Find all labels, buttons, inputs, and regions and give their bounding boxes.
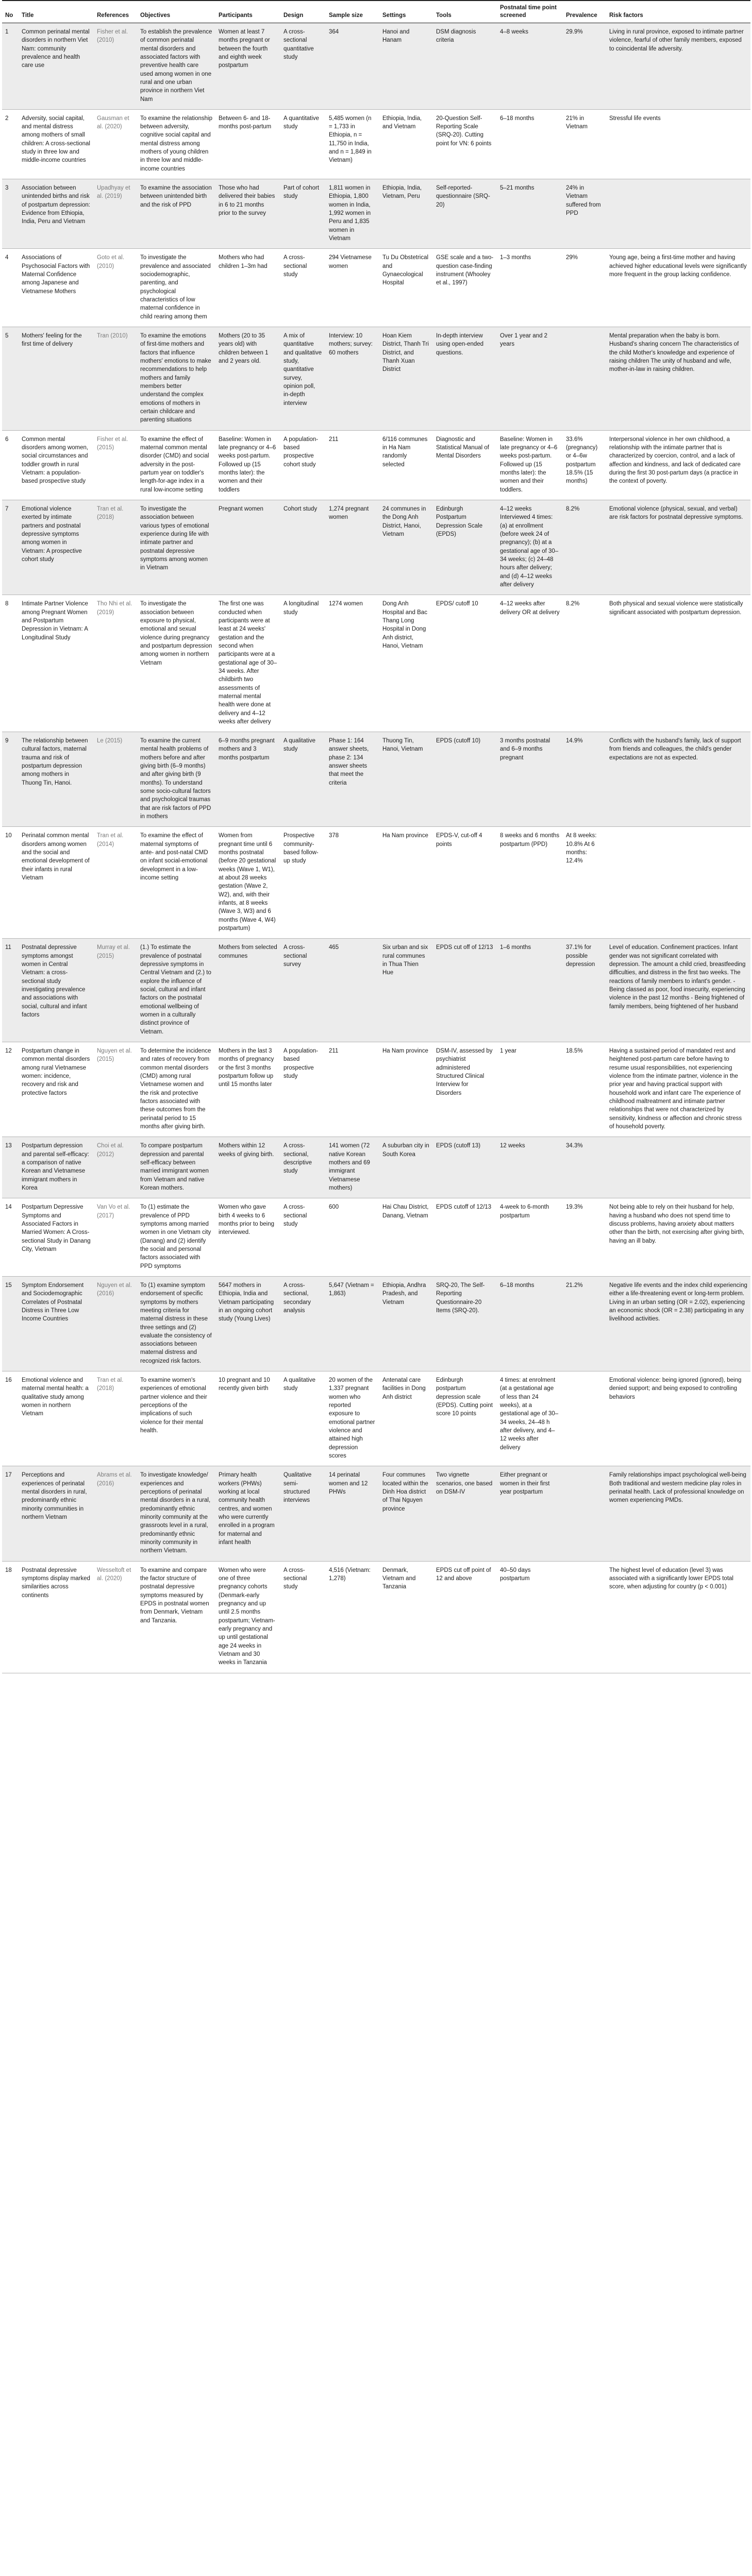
cell-references[interactable]: Tho Nhi et al. (2019) xyxy=(97,601,132,616)
cell-time-point: Baseline: Women in late pregnancy or 4–6 weeks post-partum. Followed up (15 months later): the women and their toddlers. xyxy=(500,436,558,493)
cell-tools: Edinburgh Postpartum Depression Scale (EPDS) xyxy=(436,505,483,537)
cell-objectives: To investigate the prevalence and associated sociodemographic, parenting, and psychological characteristics of low maternal confidence in child rearing among them xyxy=(140,255,211,320)
cell-prevalence xyxy=(563,1371,606,1466)
cell-references[interactable]: Tran (2010) xyxy=(97,333,128,340)
header-settings: Settings xyxy=(382,12,406,19)
cell-sample-size: 4,516 (Vietnam: 1,278) xyxy=(329,1567,371,1582)
cell-time-point: 4 times: at enrolment (at a gestational age of less than 24 weeks), at a gestational age of 30–34 weeks, 24–48 h after delivery, and 4–12 weeks after delivery xyxy=(500,1377,559,1451)
cell-objectives: To investigate the association between exposure to physical, emotional and sexual violence during pregnancy and postpartum depression among women in northern Vietnam xyxy=(140,601,212,666)
table-row xyxy=(2,1276,750,1371)
cell-prevalence: 8.2% xyxy=(566,505,580,512)
cell-objectives: To examine and compare the factor structure of postnatal depressive symptoms measured by EPDS in postnatal women from Denmark, Vietnam and Tanzania. xyxy=(140,1567,209,1624)
cell-objectives: To examine the effect of maternal common mental disorder (CMD) and social adversity in the post-partum year on toddler's length-for-age index in a rural low-income setting xyxy=(140,436,209,493)
cell-design: A cross-sectional survey xyxy=(283,944,307,968)
cell-design: A cross-sectional study xyxy=(283,1204,307,1227)
cell-objectives: To establish the prevalence of common perinatal mental disorders and associated factors with preventive health care used among women in one rural and one urban province in northern Viet Nam xyxy=(140,28,212,103)
cell-references[interactable]: Goto et al. (2010) xyxy=(97,255,125,269)
cell-title: Emotional violence and maternal mental health: a qualitative study among women in northern Vietnam xyxy=(22,1377,89,1417)
cell-title: Perceptions and experiences of perinatal mental disorders in rural, predominantly ethnic minority communities in northern Vietnam xyxy=(22,1472,87,1521)
cell-settings: Hai Chau District, Danang, Vietnam xyxy=(382,1204,429,1219)
cell-objectives: To determine the incidence and rates of recovery from common mental disorders (CMD) among rural Vietnamese women and the risk and protective factors associated with these outcomes from the perinatal period to 15 months after giving birth. xyxy=(140,1047,211,1130)
cell-settings: Four communes located within the Dinh Hoa district of Thai Nguyen province xyxy=(382,1472,428,1512)
table-row xyxy=(2,249,750,327)
cell-design: Qualitative semi-structured interviews xyxy=(283,1472,312,1504)
cell-settings: Ethiopia, India, and Vietnam xyxy=(382,115,422,130)
cell-no: 7 xyxy=(5,505,9,512)
cell-tools: Diagnostic and Statistical Manual of Mental Disorders xyxy=(436,436,489,460)
cell-references[interactable]: Murray et al. (2015) xyxy=(97,944,130,959)
header-row xyxy=(2,1,750,23)
cell-risk-factors xyxy=(606,827,750,939)
cell-risk-factors: Family relationships impact psychological well-being Both traditional and western medicine play roles in perinatal health. Lack of professional knowledge on women experiencing PMDs. xyxy=(609,1472,746,1504)
cell-no: 17 xyxy=(5,1472,12,1479)
cell-references[interactable]: Fisher et al. (2010) xyxy=(97,28,128,44)
cell-sample-size: 14 perinatal women and 12 PHWs xyxy=(329,1472,368,1496)
cell-sample-size: 5,485 women (n = 1,733 in Ethiopia, n = 11,750 in India, and n = 1,849 in Vietnam) xyxy=(329,115,372,164)
cell-risk-factors: Interpersonal violence in her own childhood, a relationship with the intimate partner that is characterized by coercion, control, and a lack of affection and kindness, and lack of dedicated care during the first 30 post-partum days (a practice in the context of poverty. xyxy=(609,436,741,485)
cell-tools: 20-Question Self-Reporting Scale (SRQ-20). Cutting point for VN: 6 points xyxy=(436,115,492,147)
cell-time-point: 4–8 weeks xyxy=(500,28,528,35)
cell-references[interactable]: Choi et al. (2012) xyxy=(97,1143,124,1158)
table-row xyxy=(2,1371,750,1466)
cell-risk-factors: Having a sustained period of mandated rest and heightened post-partum care before having to resume usual responsibilities, not experiencing violence from the intimate partner, violence in the prior year and having practical support with household work and infant care The experience of childhood maltreatment and intimate partner relationships that were not characterized by sensitivity, kindness or affection and chronic stress of household poverty. xyxy=(609,1047,742,1130)
cell-settings: Six urban and six rural communes in Thua Thien Hue xyxy=(382,944,428,976)
cell-risk-factors: Negative life events and the index child experiencing either a life-threatening event or long-term problem. Living in an urban setting (OR = 2.02), experiencing an economic shock (OR = 2.38) participating in any livelihood activities. xyxy=(609,1282,747,1323)
cell-sample-size: Phase 1: 164 answer sheets, phase 2: 134 answer sheets that meet the criteria xyxy=(329,738,369,786)
cell-settings: Thuong Tin, Hanoi, Vietnam xyxy=(382,738,423,753)
cell-title: Postnatal depressive symptoms amongst women in Central Vietnam: a cross-sectional study investigating prevalence and associations with social, cultural and infant factors xyxy=(22,944,87,1018)
cell-prevalence: 14.9% xyxy=(566,738,583,744)
cell-references[interactable]: Upadhyay et al. (2019) xyxy=(97,185,130,200)
table-row xyxy=(2,595,750,732)
cell-prevalence xyxy=(563,327,606,431)
cell-objectives: To examine the effect of maternal symptoms of ante- and post-natal CMD on infant social-emotional development in a low-income setting xyxy=(140,833,208,882)
cell-objectives: To compare postpartum depression and parental self-efficacy between married immigrant women from Vietnam and native Korean mothers. xyxy=(140,1143,209,1191)
cell-time-point: 12 weeks xyxy=(500,1143,525,1149)
cell-title: Postpartum change in common mental disorders among rural Vietnamese women: incidence, recovery and risk and protective factors xyxy=(22,1047,90,1096)
cell-title: Common mental disorders among women, social circumstances and toddler growth in rural Vietnam: a population-based prospective study xyxy=(22,436,89,485)
cell-references[interactable]: Wesseltoft et al. (2020) xyxy=(97,1567,131,1582)
cell-sample-size: 1,274 pregnant women xyxy=(329,505,369,521)
cell-no: 3 xyxy=(5,185,9,192)
cell-participants: 6–9 months pregnant mothers and 3 months postpartum xyxy=(219,738,275,761)
cell-settings: Denmark, Vietnam and Tanzania xyxy=(382,1567,416,1590)
cell-objectives: To examine the relationship between adversity, cognitive social capital and mental distress among mothers of young children in three low and middle-income countries xyxy=(140,115,212,172)
cell-title: Intimate Partner Violence among Pregnant Women and Postpartum Depression in Vietnam: A Longitudinal Study xyxy=(22,601,88,641)
cell-sample-size: 20 women of the 1,337 pregnant women who reported exposure to emotional partner violence and attained high depression scores xyxy=(329,1377,375,1460)
cell-participants: Women who were one of three pregnancy cohorts (Denmark-early pregnancy and up until 2.5 months postpartum; Vietnam-early pregnancy and up until gestational age 24 weeks in Vietnam and 30 weeks in Tanzania xyxy=(219,1567,275,1666)
cell-no: 16 xyxy=(5,1377,12,1384)
cell-references[interactable]: Tran et al. (2014) xyxy=(97,833,124,848)
cell-participants: Mothers in the last 3 months of pregnancy or the first 3 months postpartum follow up until 15 months later xyxy=(219,1047,274,1088)
table-row xyxy=(2,732,750,827)
cell-time-point: 3 months postnatal and 6–9 months pregnant xyxy=(500,738,550,761)
cell-participants: Mothers from selected communes xyxy=(219,944,277,959)
literature-review-table xyxy=(2,0,750,1673)
cell-participants: Between 6- and 18-months post-partum xyxy=(219,115,272,130)
cell-time-point: 4-week to 6-month postpartum xyxy=(500,1204,549,1219)
cell-references[interactable]: Gausman et al. (2020) xyxy=(97,115,129,130)
cell-risk-factors: Emotional violence: being ignored (ignored), being denied support; and being exposed to controlling behaviors xyxy=(609,1377,742,1400)
cell-no: 15 xyxy=(5,1282,12,1289)
cell-participants: Baseline: Women in late pregnancy or 4–6 weeks post-partum. Followed up (15 months later): the women and their toddlers xyxy=(219,436,276,493)
cell-time-point: 5–21 months xyxy=(500,185,534,192)
cell-settings: Ethiopia, India, Vietnam, Peru xyxy=(382,185,422,200)
cell-design: Cohort study xyxy=(283,505,317,512)
cell-objectives: To examine the association between unintended birth and the risk of PPD xyxy=(140,185,212,208)
cell-no: 6 xyxy=(5,436,9,443)
cell-risk-factors: Young age, being a first-time mother and having achieved higher educational levels were significantly more frequent in the group lacking confidence. xyxy=(609,255,747,278)
cell-settings: Hoan Kiem District, Thanh Tri District, and Thanh Xuan District xyxy=(382,333,429,373)
cell-prevalence xyxy=(563,1466,606,1561)
cell-tools: GSE scale and a two-question case-finding instrument (Whooley et al., 1997) xyxy=(436,255,494,286)
header-sample-size: Sample size xyxy=(329,12,363,19)
cell-references[interactable]: Tran et al. (2018) xyxy=(97,1377,124,1392)
cell-prevalence: 33.6% (pregnancy) or 4–6w postpartum 18.5% (15 months) xyxy=(566,436,598,485)
cell-participants: Women at least 7 months pregnant or between the fourth and eighth week postpartum xyxy=(219,28,270,69)
table-row xyxy=(2,1137,750,1198)
cell-time-point: 4–12 weeks after delivery OR at delivery xyxy=(500,601,560,616)
cell-no: 13 xyxy=(5,1143,12,1149)
cell-no: 2 xyxy=(5,115,9,122)
cell-sample-size: 211 xyxy=(329,1047,339,1054)
cell-objectives: To examine women's experiences of emotional partner violence and their perceptions of the implications of such violence for their mental health. xyxy=(140,1377,207,1434)
cell-title: Postnatal depressive symptoms display marked similarities across continents xyxy=(22,1567,90,1599)
cell-time-point: 1 year xyxy=(500,1047,516,1054)
cell-risk-factors xyxy=(606,179,750,249)
table-row xyxy=(2,109,750,179)
cell-settings: A suburban city in South Korea xyxy=(382,1143,429,1158)
cell-time-point: 40–50 days postpartum xyxy=(500,1567,531,1582)
cell-objectives: To examine the emotions of first-time mothers and factors that influence mothers' emotions to make recommendations to help mothers and family members better understand the complex emotions of mothers in certain childcare and parenting situations xyxy=(140,333,211,423)
cell-objectives: (1.) To estimate the prevalence of postnatal depressive symptoms in Central Vietnam and (2.) to explore the influence of social, cultural and infant factors on the postnatal emotional wellbeing of women in a culturally distinct province of Vietnam. xyxy=(140,944,211,1035)
cell-prevalence: 21% in Vietnam xyxy=(566,115,588,130)
cell-participants: 10 pregnant and 10 recently given birth xyxy=(219,1377,270,1392)
cell-title: Common perinatal mental disorders in northern Viet Nam: community prevalence and health care use xyxy=(22,28,90,69)
cell-design: A longitudinal study xyxy=(283,601,319,616)
table-row xyxy=(2,23,750,109)
cell-tools: EPDS-V, cut-off 4 points xyxy=(436,833,482,848)
cell-settings: Dong Anh Hospital and Bac Thang Long Hospital in Dong Anh district, Hanoi, Vietnam xyxy=(382,601,427,649)
cell-risk-factors: Conflicts with the husband's family, lack of support from friends and colleagues, the child's gender expectations are not as expected. xyxy=(609,738,741,761)
cell-sample-size: 5,647 (Vietnam = 1,863) xyxy=(329,1282,374,1297)
cell-objectives: To investigate the association between various types of emotional experience during life with intimate partner and postnatal depressive symptoms among women in Vietnam xyxy=(140,505,209,571)
table-row xyxy=(2,1042,750,1137)
table-body xyxy=(2,23,750,1673)
cell-design: A cross-sectional quantitative study xyxy=(283,28,314,60)
cell-risk-factors: Level of education. Confinement practices. Infant gender was not significant correlated with depression. The amount a child cried, breastfeeding difficulties, and distress in the first two weeks. The reactions of family members to infant's gender. - Being classed as poor, food insecurity, experiencing violence in the past 12 months - Being frightened of family members, being frightened of her husband xyxy=(609,944,746,1010)
cell-prevalence: 21.2% xyxy=(566,1282,583,1289)
cell-title: Symptom Endorsement and Sociodemographic Correlates of Postnatal Distress in Three Low Income Countries xyxy=(22,1282,84,1323)
header-time-point: Postnatal time point screened xyxy=(500,5,557,19)
cell-no: 1 xyxy=(5,28,9,35)
table-row xyxy=(2,827,750,939)
table-header xyxy=(2,1,750,23)
table-row xyxy=(2,179,750,249)
cell-sample-size: 294 Vietnamese women xyxy=(329,255,372,269)
cell-settings: Antenatal care facilities in Dong Anh district xyxy=(382,1377,426,1400)
cell-settings: Ha Nam province xyxy=(382,1047,428,1054)
cell-settings: Hanoi and Hanam xyxy=(382,28,410,44)
header-no: No xyxy=(5,12,13,19)
cell-design: A cross-sectional, descriptive study xyxy=(283,1143,312,1175)
cell-sample-size: 1274 women xyxy=(329,601,363,607)
cell-sample-size: 364 xyxy=(329,28,339,35)
cell-tools: DSM-IV, assessed by psychiatrist administered Structured Clinical Interview for Disorders xyxy=(436,1047,493,1096)
cell-sample-size: 378 xyxy=(329,833,339,839)
header-tools: Tools xyxy=(436,12,452,19)
cell-references[interactable]: Tran et al. (2018) xyxy=(97,505,124,521)
cell-participants: Mothers (20 to 35 years old) with children between 1 and 2 years old. xyxy=(219,333,269,365)
cell-no: 4 xyxy=(5,255,9,261)
cell-tools: Self-reported-questionnaire (SRQ-20) xyxy=(436,185,490,208)
cell-time-point: 6–18 months xyxy=(500,115,534,122)
cell-tools: EPDS cutoff of 12/13 xyxy=(436,1204,492,1211)
cell-objectives: To investigate knowledge/ experiences and perceptions of perinatal mental disorders in a rural, predominantly ethnic minority community at the grassroots level in a rural, predominantly ethnic minority community in northern Vietnam. xyxy=(140,1472,211,1554)
cell-prevalence: 18.5% xyxy=(566,1047,583,1054)
cell-design: A qualitative study xyxy=(283,1377,316,1392)
cell-prevalence: 37.1% for possible depression xyxy=(566,944,595,968)
cell-title: Perinatal common mental disorders among women and the social and emotional development of their infants in rural Vietnam xyxy=(22,833,90,882)
header-risk-factors: Risk factors xyxy=(609,12,643,19)
table-row xyxy=(2,430,750,500)
cell-prevalence: 29% xyxy=(566,255,578,261)
cell-references[interactable]: Le (2015) xyxy=(97,738,123,744)
cell-settings: 6/116 communes in Ha Nam randomly selected xyxy=(382,436,428,468)
cell-tools: SRQ-20, The Self-Reporting Questionnaire-20 Items (SRQ-20). xyxy=(436,1282,485,1314)
cell-objectives: To examine the current mental health problems of mothers before and after giving birth (6–9 months) and after giving birth (9 months). To understand some socio-cultural factors and psychological traumas that are risk factors of PPD in mothers xyxy=(140,738,211,820)
cell-participants: The first one was conducted when participants were at least at 24 weeks' gestation and the second when participants were at a gestational age of 30–34 weeks. After childbirth two assessments of maternal mental health were done at delivery and 4–12 weeks after delivery xyxy=(219,601,277,725)
cell-tools: In-depth interview using open-ended questions. xyxy=(436,333,484,356)
cell-settings: Ha Nam province xyxy=(382,833,428,839)
cell-sample-size: 1,811 women in Ethiopia, 1,800 women in India, 1,992 women in Peru and 1,835 women in Vietnam xyxy=(329,185,371,242)
cell-risk-factors xyxy=(606,1137,750,1198)
cell-title: Postpartum depression and parental self-efficacy: a comparison of native Korean and Vietnamese immigrant mothers in Korea xyxy=(22,1143,89,1191)
cell-title: Association between unintended births and risk of postpartum depression: Evidence from Ethiopia, India, Peru and Vietnam xyxy=(22,185,90,225)
cell-design: A population-based prospective cohort study xyxy=(283,436,319,468)
cell-references[interactable]: Nguyen et al. (2015) xyxy=(97,1047,132,1063)
cell-design: A cross-sectional, secondary analysis xyxy=(283,1282,311,1314)
cell-risk-factors: Both physical and sexual violence were statistically significant associated with postpartum depression. xyxy=(609,601,743,616)
cell-tools: EPDS cut off of 12/13 xyxy=(436,944,493,951)
cell-time-point: 6–18 months xyxy=(500,1282,534,1289)
cell-settings: Ethiopia, Andhra Pradesh, and Vietnam xyxy=(382,1282,426,1306)
cell-no: 10 xyxy=(5,833,12,839)
table-row xyxy=(2,500,750,595)
cell-participants: 5647 mothers in Ethiopia, India and Vietnam participating in an ongoing cohort study (Young Lives) xyxy=(219,1282,274,1323)
header-references: References xyxy=(97,12,129,19)
cell-time-point: 4–12 weeks Interviewed 4 times: (a) at enrollment (before week 24 of pregnancy); (b) at a gestational age of 30–34 weeks; (c) 24–48 hours after delivery; and (d) 4–12 weeks after delivery xyxy=(500,505,559,588)
cell-settings: Tu Du Obstetrical and Gynaecological Hospital xyxy=(382,255,429,286)
cell-tools: DSM diagnosis criteria xyxy=(436,28,476,44)
cell-tools: EPDS (cutoff 10) xyxy=(436,738,481,744)
cell-sample-size: Interview: 10 mothers; survey: 60 mothers xyxy=(329,333,373,356)
cell-settings: 24 communes in the Dong Anh District, Hanoi, Vietnam xyxy=(382,505,426,537)
cell-time-point: 1–6 months xyxy=(500,944,531,951)
cell-time-point: Over 1 year and 2 years xyxy=(500,333,548,348)
cell-participants: Mothers within 12 weeks of giving birth. xyxy=(219,1143,274,1158)
cell-no: 9 xyxy=(5,738,9,744)
cell-title: The relationship between cultural factors, maternal trauma and risk of postpartum depression among mothers in Thuong Tin, Hanoi. xyxy=(22,738,88,786)
cell-participants: Women who gave birth 4 weeks to 6 months prior to being interviewed. xyxy=(219,1204,275,1236)
cell-prevalence: 34.3% xyxy=(566,1143,583,1149)
cell-title: Mothers' feeling for the first time of delivery xyxy=(22,333,82,348)
cell-design: A quantitative study xyxy=(283,115,320,130)
cell-participants: Pregnant women xyxy=(219,505,263,512)
cell-title: Associations of Psychosocial Factors with Maternal Confidence among Japanese and Vietnamese Mothers xyxy=(22,255,90,295)
cell-prevalence xyxy=(563,1561,606,1673)
cell-prevalence: 29.9% xyxy=(566,28,583,35)
cell-tools: EPDS cut off point of 12 and above xyxy=(436,1567,491,1582)
cell-no: 18 xyxy=(5,1567,12,1573)
cell-time-point: 1–3 months xyxy=(500,255,531,261)
cell-risk-factors: Emotional violence (physical, sexual, and verbal) are risk factors for postnatal depressive symptoms. xyxy=(609,505,743,521)
header-design: Design xyxy=(283,12,304,19)
cell-title: Emotional violence exerted by intimate partners and postnatal depressive symptoms among women in Vietnam: A prospective cohort study xyxy=(22,505,82,563)
cell-objectives: To (1) estimate the prevalence of PPD symptoms among married women in one Vietnam city (Danang) and (2) identify the social and personal factors associated with PPD symptoms xyxy=(140,1204,211,1269)
cell-references[interactable]: Fisher et al. (2015) xyxy=(97,436,128,451)
cell-no: 14 xyxy=(5,1204,12,1211)
cell-sample-size: 211 xyxy=(329,436,339,443)
table-row xyxy=(2,1561,750,1673)
cell-design: A population-based prospective study xyxy=(283,1047,319,1079)
table-row xyxy=(2,327,750,431)
cell-sample-size: 600 xyxy=(329,1204,339,1211)
cell-design: A cross-sectional study xyxy=(283,255,307,278)
cell-prevalence: At 8 weeks: 10.8% At 6 months: 12.4% xyxy=(566,833,597,865)
cell-tools: Edinburgh postpartum depression scale (EPDS). Cutting point score 10 points xyxy=(436,1377,493,1417)
cell-sample-size: 141 women (72 native Korean mothers and 69 immigrant Vietnamese mothers) xyxy=(329,1143,370,1191)
cell-risk-factors: Mental preparation when the baby is born. Husband's sharing concern The characteristics of the child Mother's knowledge and experience of raising children The unity of husband and wife, mother-in-law in raising children. xyxy=(609,333,739,373)
cell-prevalence: 8.2% xyxy=(566,601,580,607)
cell-references[interactable]: Nguyen et al. (2016) xyxy=(97,1282,132,1297)
cell-participants: Those who had delivered their babies in 6 to 21 months prior to the survey xyxy=(219,185,275,217)
cell-prevalence: 19.3% xyxy=(566,1204,583,1211)
cell-time-point: 8 weeks and 6 months postpartum (PPD) xyxy=(500,833,560,848)
cell-no: 11 xyxy=(5,944,11,951)
cell-references[interactable]: Van Vo et al. (2017) xyxy=(97,1204,130,1219)
cell-risk-factors: The highest level of education (level 3) was associated with a significantly lower EPDS total score, when adjusting for country (p < 0.001) xyxy=(609,1567,733,1590)
table-row xyxy=(2,939,750,1042)
cell-design: Part of cohort study xyxy=(283,185,320,200)
cell-title: Postpartum Depressive Symptoms and Associated Factors in Married Women: A Cross-sectional Study in Danang City, Vietnam xyxy=(22,1204,91,1252)
cell-tools: EPDS/ cutoff 10 xyxy=(436,601,478,607)
cell-no: 5 xyxy=(5,333,9,340)
cell-objectives: To (1) examine symptom endorsement of specific symptoms by mothers meeting criteria for maternal distress in these three settings and (2) evaluate the consistency of associations between maternal distress and recognized risk factors. xyxy=(140,1282,212,1364)
cell-references[interactable]: Abrams et al. (2016) xyxy=(97,1472,132,1487)
cell-design: Prospective community-based follow-up study xyxy=(283,833,319,865)
cell-time-point: Either pregnant or women in their first year postpartum xyxy=(500,1472,550,1496)
cell-participants: Primary health workers (PHWs) working at local community health centres, and women who were currently enrolled in a program for maternal and infant health xyxy=(219,1472,275,1546)
cell-participants: Mothers who had children 1–3m had xyxy=(219,255,268,269)
header-objectives: Objectives xyxy=(140,12,171,19)
table-row xyxy=(2,1198,750,1277)
cell-risk-factors: Living in rural province, exposed to intimate partner violence, fearful of other family members, exposed to coincidental life adversity. xyxy=(609,28,744,52)
header-participants: Participants xyxy=(219,12,253,19)
cell-design: A qualitative study xyxy=(283,738,316,753)
header-prevalence: Prevalence xyxy=(566,12,597,19)
cell-tools: Two vignette scenarios, one based on DSM-IV xyxy=(436,1472,493,1496)
cell-no: 8 xyxy=(5,601,9,607)
table-row xyxy=(2,1466,750,1561)
cell-risk-factors: Not being able to rely on their husband for help, having a husband who does not spend time to discuss problems, having anxiety about matters other than the birth, not exercising after giving birth, having an ill baby. xyxy=(609,1204,745,1244)
cell-sample-size: 465 xyxy=(329,944,339,951)
cell-design: A cross-sectional study xyxy=(283,1567,307,1590)
cell-no: 12 xyxy=(5,1047,12,1054)
cell-risk-factors: Stressful life events xyxy=(609,115,661,122)
cell-prevalence: 24% in Vietnam suffered from PPD xyxy=(566,185,601,217)
cell-tools: EPDS (cutoff 13) xyxy=(436,1143,481,1149)
cell-title: Adversity, social capital, and mental distress among mothers of small children: A cross-sectional study in three low and middle-income countries xyxy=(22,115,90,164)
cell-design: A mix of quantitative and qualitative study, quantitative survey, opinion poll, in-depth interview xyxy=(283,333,322,406)
cell-participants: Women from pregnant time until 6 months postnatal (before 20 gestational weeks (Wave 1, W1), at about 28 weeks gestation (Wave 2, W2), and, with their infants, at 8 weeks (Wave 3, W3) and 6 months (Wave 4, W4) postpartum) xyxy=(219,833,276,932)
header-title: Title xyxy=(22,12,34,19)
